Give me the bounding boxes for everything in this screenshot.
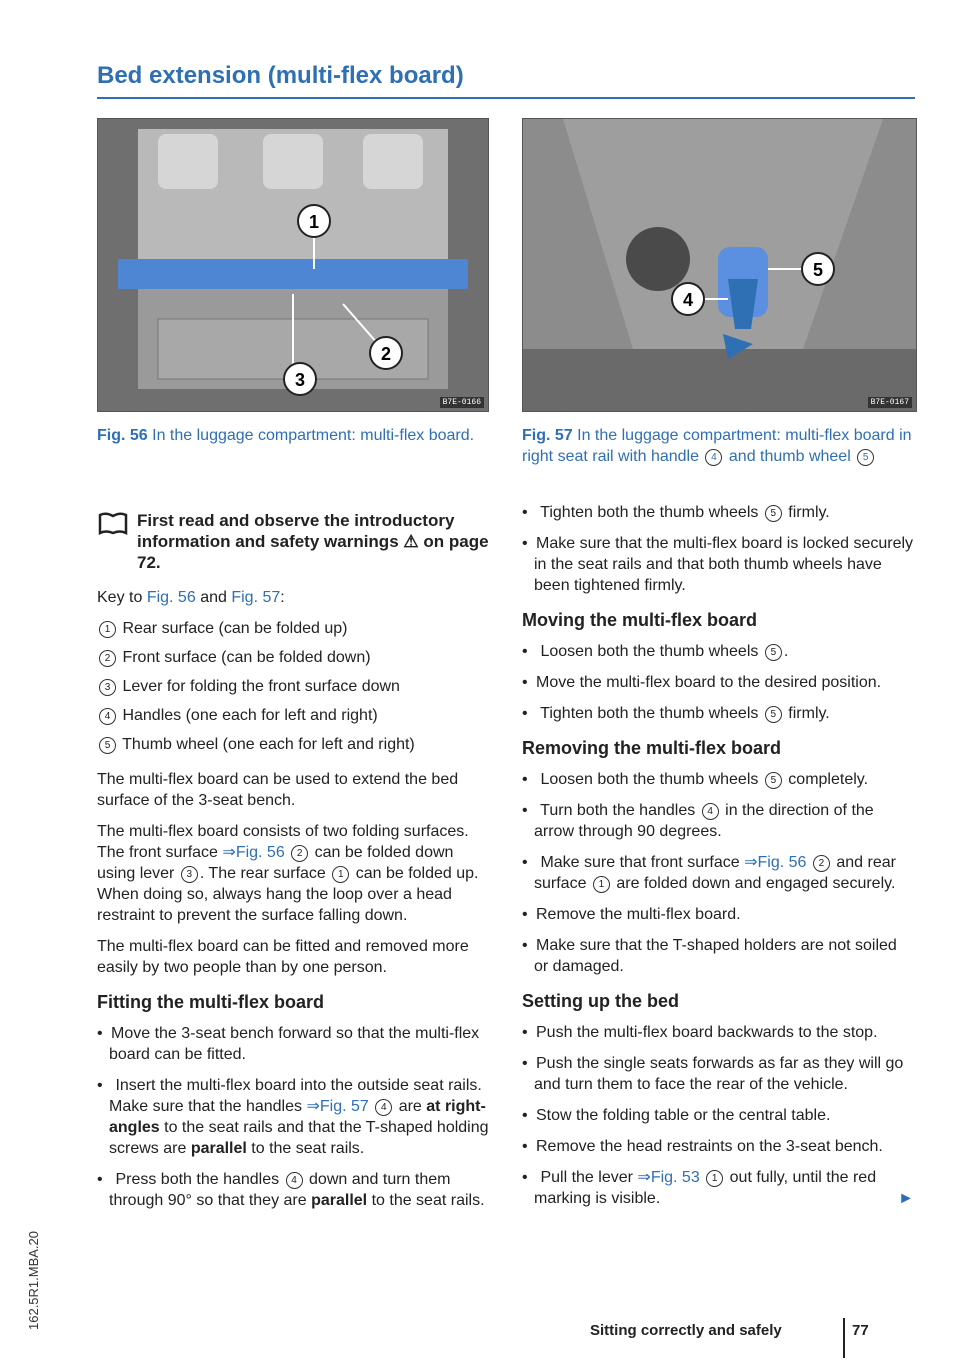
key-text: Rear surface (can be folded up) [122,620,348,637]
list-item: • Push the multi-flex board backwards to the stop. [522,1022,914,1043]
text: Turn both the handles [540,802,696,819]
paragraph: The multi-flex board can be used to extend the bed surface of the 3-seat bench. [97,771,459,809]
text: in the direction of the arrow through 90 degrees. [534,802,874,840]
callout-3-label: 3 [294,370,306,390]
text: Make sure that front surface [540,854,740,871]
fig56-link[interactable]: Fig. 56 [146,589,196,606]
callout-ref: 4 [286,1172,303,1189]
text: Insert the multi-flex board into the outside seat rails. Make sure that the handles [109,1077,482,1115]
text: and rear surface [534,854,896,892]
figure-56-caption [97,425,487,446]
key-text: Handles (one each for left and right) [122,707,378,724]
text: Tighten both the thumb wheels [540,504,759,521]
figure-code: B7E-0167 [868,397,912,408]
fig56-link[interactable]: ⇒Fig. 56 [222,844,285,861]
text: . [783,643,789,660]
caption-label: Fig. 57 [522,427,573,444]
first-read-notice [97,510,492,573]
key-text: Lever for folding the front surface down [122,678,400,695]
section-heading: Removing the multi-flex board [522,738,782,758]
right-column [522,502,914,1219]
fig56-link[interactable]: ⇒Fig. 56 [744,854,807,871]
callout-ref: 4 [702,803,719,820]
list-item [97,1169,492,1211]
callout-ref: 3 [181,866,198,883]
callout-ref: 4 [375,1099,392,1116]
callout-5-label: 5 [812,260,824,280]
callout-ref: 5 [765,644,782,661]
key-num: 3 [99,679,116,696]
text: Press both the handles [115,1171,280,1188]
figure-57-caption [522,425,912,467]
list-item [522,1167,914,1209]
list-item [97,1075,492,1159]
first-read-text: First read and observe the introductory information and safety warnings [137,511,455,551]
key-item [97,647,492,668]
text: to the seat rails. [251,1140,365,1157]
footer-section: Sitting correctly and safely [590,1322,782,1339]
text: are folded down and engaged securely. [616,875,896,892]
callout-ref: 2 [291,845,308,862]
page-title: Bed extension (multi-flex board) [97,62,464,89]
callout-ref: 5 [765,706,782,723]
warning-icon: ⚠ [403,532,419,551]
book-icon [97,511,129,535]
callout-4-label: 4 [682,290,694,310]
callout-ref: 1 [706,1170,723,1187]
text: Loosen both the thumb wheels [540,643,759,660]
footer-divider [843,1318,845,1358]
paragraph [97,821,492,926]
list-item [522,502,914,523]
text: to the seat rails and that the T-shaped holding screws are [109,1119,489,1157]
fig57-link[interactable]: Fig. 57 [231,589,281,606]
list-item: • Make sure that the T-shaped holders are not soiled or damaged. [522,935,914,977]
callout-2-label: 2 [380,344,392,364]
text: are [398,1098,422,1115]
fig53-link[interactable]: ⇒Fig. 53 [637,1169,700,1186]
list-item: • Move the multi-flex board to the desired position. [522,672,914,693]
text: out fully, until the red marking is visible. [534,1169,877,1207]
paragraph: The multi-flex board can be fitted and removed more easily by two people than by one person. [97,938,469,976]
list-item: • Make sure that the multi-flex board is locked securely in the seat rails and that both thumb wheels have been tightened firmly. [522,533,914,596]
emphasis: parallel [190,1140,247,1157]
section-heading: Fitting the multi-flex board [97,992,324,1012]
emphasis: parallel [311,1192,368,1209]
list-item: • Remove the multi-flex board. [522,904,914,925]
text: firmly. [788,504,830,521]
text: firmly. [788,705,830,722]
key-and: and [200,589,227,606]
key-text: Thumb wheel (one each for left and right) [122,736,415,753]
figure-code: B7E-0166 [440,397,484,408]
text: completely. [788,771,869,788]
first-read-tail: on page 72. [137,532,489,572]
text: . The rear surface [199,865,326,882]
key-num: 4 [99,708,116,725]
caption-text: In the luggage compartment: multi-flex board. [152,427,475,444]
callout-ref: 5 [857,449,874,466]
list-item: • Move the 3-seat bench forward so that the multi-flex board can be fitted. [97,1023,492,1065]
text: Pull the lever [540,1169,633,1186]
key-intro-text: Key to [97,589,143,606]
side-code [26,1180,46,1330]
list-item [522,769,914,790]
text: The multi-flex board consists of two folding surfaces. The front surface [97,823,469,861]
callout-ref: 4 [705,449,722,466]
section-heading: Setting up the bed [522,991,679,1011]
list-item [522,852,914,894]
figure-57-image [522,118,917,412]
page-number: 77 [852,1322,869,1339]
title-rule [97,97,915,99]
text: can be folded down using lever [97,844,454,882]
caption-label: Fig. 56 [97,427,148,444]
caption-text-mid: and thumb wheel [728,448,851,465]
key-item [97,676,492,697]
list-item [522,641,914,662]
key-intro: Key to Fig. 56 and Fig. 57: [97,589,285,606]
continue-arrow-icon[interactable]: ► [898,1190,914,1207]
list-item: • Remove the head restraints on the 3-seat bench. [522,1136,914,1157]
left-column [97,502,492,1221]
text: Tighten both the thumb wheels [540,705,759,722]
callout-ref: 1 [332,866,349,883]
list-item: • Push the single seats forwards as far as they will go and turn them to face the rear of the vehicle. [522,1053,914,1095]
text: Loosen both the thumb wheels [540,771,759,788]
callout-ref: 5 [765,505,782,522]
callout-ref: 2 [813,855,830,872]
text: to the seat rails. [371,1192,485,1209]
key-item [97,734,492,755]
callout-ref: 5 [765,772,782,789]
section-heading: Moving the multi-flex board [522,610,758,630]
text: down and turn them through 90° so that they are [109,1171,451,1209]
callout-ref: 1 [593,876,610,893]
list-item: • Stow the folding table or the central table. [522,1105,914,1126]
key-num: 5 [99,737,116,754]
side-code-text: 162.5R1.MBA.20 [26,1230,41,1330]
callout-1-label: 1 [308,212,320,232]
caption-text: In the luggage compartment: multi-flex board in right seat rail with handle [522,427,912,465]
key-num: 1 [99,621,116,638]
figure-56-image [97,118,489,412]
key-item [97,705,492,726]
emphasis: at right-angles [109,1098,486,1136]
key-num: 2 [99,650,116,667]
list-item [522,703,914,724]
fig57-link[interactable]: ⇒Fig. 57 [306,1098,369,1115]
text: can be folded up. When doing so, always hang the loop over a head restraint to prevent the surface falling down. [97,865,479,924]
key-item [97,618,492,639]
list-item [522,800,914,842]
key-text: Front surface (can be folded down) [122,649,371,666]
